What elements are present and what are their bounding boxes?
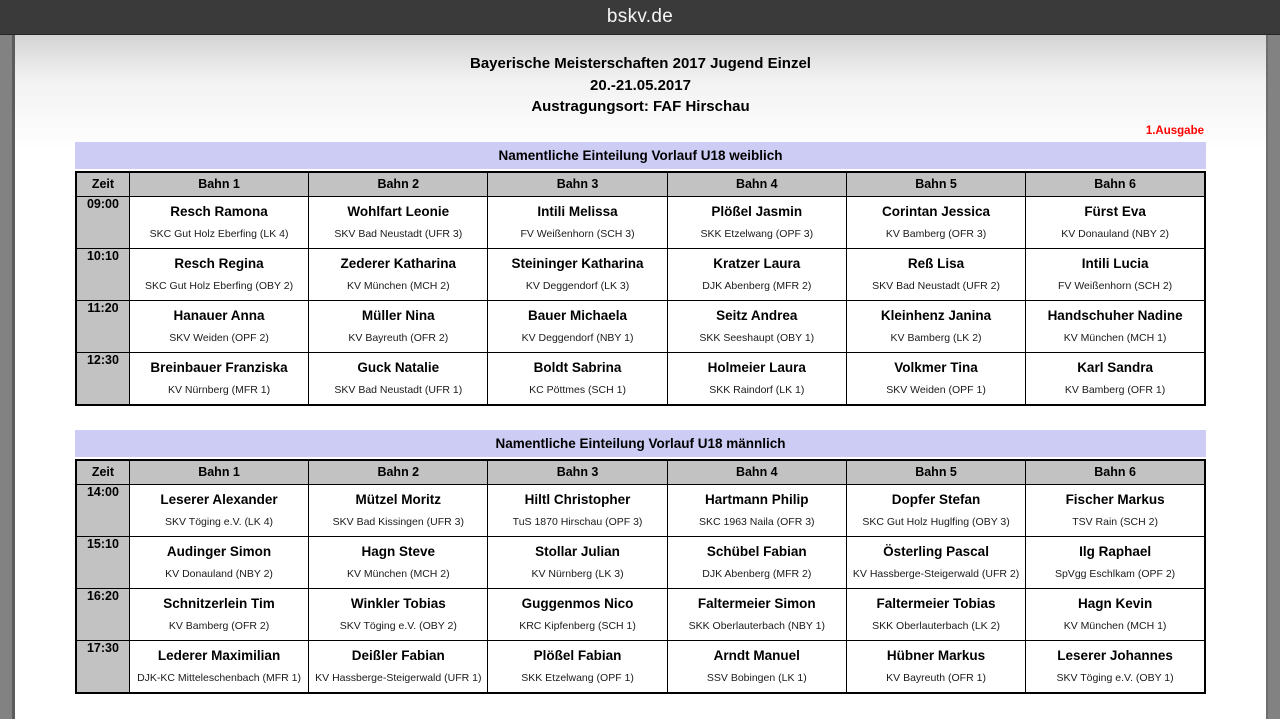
player-cell <box>846 536 1025 588</box>
player-club: KV Donauland (NBY 2) <box>1061 227 1169 240</box>
player-name: Hanauer Anna <box>173 307 265 323</box>
player-club: SKK Etzelwang (OPF 1) <box>521 671 634 684</box>
time-cell: 17:30 <box>76 640 129 693</box>
col-header-zeit: Zeit <box>76 460 129 485</box>
player-cell <box>846 484 1025 536</box>
time-cell: 11:20 <box>76 300 129 352</box>
player-cell <box>488 248 667 300</box>
player-club: SKC Gut Holz Eberfing (OBY 2) <box>145 279 294 292</box>
player-cell <box>129 300 308 352</box>
player-cell <box>129 640 308 693</box>
player-cell <box>309 300 488 352</box>
col-header-bahn-6: Bahn 6 <box>1026 172 1205 197</box>
player-club: SKV Bad Neustadt (UFR 1) <box>334 383 463 396</box>
player-name: Wohlfart Leonie <box>347 203 450 219</box>
col-header-zeit: Zeit <box>76 172 129 197</box>
col-header-bahn-1: Bahn 1 <box>129 460 308 485</box>
player-club: KV Bamberg (LK 2) <box>890 331 982 344</box>
player-name: Hübner Markus <box>886 647 986 663</box>
player-cell <box>309 588 488 640</box>
table-title-banner: Namentliche Einteilung Vorlauf U18 männlich <box>75 430 1206 457</box>
player-cell <box>488 536 667 588</box>
player-club: KV München (MCH 1) <box>1063 619 1167 632</box>
player-cell <box>1026 588 1205 640</box>
player-club: KV Hassberge-Steigerwald (UFR 1) <box>315 671 482 684</box>
player-cell <box>309 640 488 693</box>
player-name: Deißler Fabian <box>351 647 445 663</box>
player-cell <box>309 536 488 588</box>
player-club: SKV Töging e.V. (OBY 1) <box>1056 671 1174 684</box>
col-header-bahn-3: Bahn 3 <box>488 172 667 197</box>
player-club: SKV Bad Neustadt (UFR 2) <box>872 279 1000 292</box>
player-club: SKV Bad Kissingen (UFR 3) <box>332 515 464 528</box>
table-row <box>76 300 1205 352</box>
player-cell <box>667 300 846 352</box>
player-club: TSV Rain (SCH 2) <box>1072 515 1158 528</box>
player-club: SKK Etzelwang (OPF 3) <box>700 227 814 240</box>
schedule-table-section <box>75 430 1206 694</box>
player-cell <box>488 484 667 536</box>
player-name: Müller Nina <box>361 307 435 323</box>
player-name: Plößel Jasmin <box>711 203 803 219</box>
player-club: KV München (MCH 2) <box>346 279 450 292</box>
player-cell <box>129 484 308 536</box>
player-name: Corintan Jessica <box>882 203 991 219</box>
player-club: SKV Weiden (OPF 2) <box>169 331 269 344</box>
player-club: SKC Gut Holz Eberfing (LK 4) <box>149 227 289 240</box>
player-cell <box>667 536 846 588</box>
player-cell <box>667 248 846 300</box>
player-name: Schnitzerlein Tim <box>163 595 275 611</box>
time-cell: 10:10 <box>76 248 129 300</box>
player-club: FV Weißenhorn (SCH 2) <box>1057 279 1173 292</box>
player-name: Holmeier Laura <box>707 359 806 375</box>
player-club: KV Bamberg (OFR 1) <box>1064 383 1166 396</box>
player-club: SKV Töging e.V. (OBY 2) <box>339 619 457 632</box>
player-club: SKK Raindorf (LK 1) <box>709 383 805 396</box>
player-cell <box>1026 352 1205 405</box>
player-club: SKC Gut Holz Huglfing (OBY 3) <box>862 515 1010 528</box>
tables-container <box>75 142 1206 694</box>
time-cell: 15:10 <box>76 536 129 588</box>
player-cell <box>309 196 488 248</box>
player-name: Lederer Maximilian <box>157 647 281 663</box>
col-header-bahn-5: Bahn 5 <box>846 460 1025 485</box>
player-cell <box>488 352 667 405</box>
col-header-bahn-6: Bahn 6 <box>1026 460 1205 485</box>
player-club: SKK Oberlauterbach (NBY 1) <box>688 619 825 632</box>
player-name: Kratzer Laura <box>713 255 801 271</box>
player-club: KV München (MCH 2) <box>346 567 450 580</box>
player-club: SKV Weiden (OPF 1) <box>886 383 986 396</box>
player-name: Volkmer Tina <box>894 359 978 375</box>
player-cell <box>846 196 1025 248</box>
player-club: SKK Seeshaupt (OBY 1) <box>699 331 815 344</box>
page-viewport <box>0 35 1280 719</box>
player-cell <box>488 588 667 640</box>
table-row <box>76 484 1205 536</box>
column-header-row <box>76 460 1205 485</box>
schedule-table <box>75 171 1206 406</box>
player-cell <box>129 536 308 588</box>
player-name: Hiltl Christopher <box>524 491 631 507</box>
player-cell <box>1026 248 1205 300</box>
player-name: Hartmann Philip <box>705 491 809 507</box>
table-row <box>76 196 1205 248</box>
player-name: Guggenmos Nico <box>521 595 634 611</box>
player-cell <box>667 484 846 536</box>
player-club: FV Weißenhorn (SCH 3) <box>520 227 635 240</box>
player-cell <box>667 352 846 405</box>
player-cell <box>846 640 1025 693</box>
player-club: KV Bamberg (OFR 2) <box>168 619 270 632</box>
col-header-bahn-4: Bahn 4 <box>667 172 846 197</box>
table-row <box>76 588 1205 640</box>
edition-note: 1.Ausgabe <box>1145 124 1204 137</box>
col-header-bahn-2: Bahn 2 <box>309 172 488 197</box>
player-name: Leserer Alexander <box>160 491 278 507</box>
player-cell <box>488 196 667 248</box>
player-name: Arndt Manuel <box>713 647 800 663</box>
player-name: Zederer Katharina <box>340 255 457 271</box>
player-name: Österling Pascal <box>883 543 989 559</box>
time-cell: 09:00 <box>76 196 129 248</box>
document-content <box>15 35 1266 694</box>
col-header-bahn-2: Bahn 2 <box>309 460 488 485</box>
column-header-row <box>76 172 1205 197</box>
player-cell <box>129 352 308 405</box>
player-name: Hagn Steve <box>361 543 436 559</box>
player-club: KV Bamberg (OFR 3) <box>885 227 987 240</box>
player-cell <box>667 196 846 248</box>
player-cell <box>1026 536 1205 588</box>
player-club: KV Nürnberg (LK 3) <box>531 567 624 580</box>
document-page[interactable] <box>12 35 1268 719</box>
player-cell <box>1026 300 1205 352</box>
player-name: Stollar Julian <box>535 543 620 559</box>
player-club: KC Pöttmes (SCH 1) <box>529 383 626 396</box>
player-name: Resch Regina <box>174 255 264 271</box>
player-name: Mützel Moritz <box>355 491 442 507</box>
player-name: Intili Lucia <box>1081 255 1149 271</box>
player-club: KV Deggendorf (NBY 1) <box>521 331 634 344</box>
player-cell <box>1026 196 1205 248</box>
player-name: Schübel Fabian <box>706 543 807 559</box>
table-row <box>76 640 1205 693</box>
col-header-bahn-5: Bahn 5 <box>846 172 1025 197</box>
player-name: Boldt Sabrina <box>533 359 622 375</box>
player-club: DJK-KC Mitteleschenbach (MFR 1) <box>137 671 302 684</box>
player-cell <box>309 352 488 405</box>
col-header-bahn-3: Bahn 3 <box>488 460 667 485</box>
player-name: Audinger Simon <box>166 543 272 559</box>
player-name: Ilg Raphael <box>1079 543 1152 559</box>
player-name: Resch Ramona <box>170 203 268 219</box>
table-title-banner: Namentliche Einteilung Vorlauf U18 weiblich <box>75 142 1206 169</box>
player-club: KV Bayreuth (OFR 2) <box>348 331 449 344</box>
player-name: Guck Natalie <box>357 359 440 375</box>
player-club: KV Nürnberg (MFR 1) <box>167 383 271 396</box>
player-cell <box>309 484 488 536</box>
player-name: Plößel Fabian <box>533 647 622 663</box>
player-name: Fürst Eva <box>1084 203 1146 219</box>
player-name: Hagn Kevin <box>1077 595 1153 611</box>
schedule-table <box>75 459 1206 694</box>
col-header-bahn-4: Bahn 4 <box>667 460 846 485</box>
player-club: KV Bayreuth (OFR 1) <box>886 671 986 684</box>
player-club: SKV Bad Neustadt (UFR 3) <box>334 227 463 240</box>
player-name: Winkler Tobias <box>350 595 446 611</box>
player-club: KV Donauland (NBY 2) <box>165 567 273 580</box>
col-header-bahn-1: Bahn 1 <box>129 172 308 197</box>
player-cell <box>129 248 308 300</box>
browser-title-bar <box>0 0 1280 35</box>
player-club: KRC Kipfenberg (SCH 1) <box>519 619 636 632</box>
player-name: Seitz Andrea <box>716 307 798 323</box>
player-name: Faltermeier Tobias <box>876 595 996 611</box>
player-cell <box>667 588 846 640</box>
time-cell: 16:20 <box>76 588 129 640</box>
title-line-2: 20.-21.05.2017 <box>590 76 691 94</box>
table-row <box>76 352 1205 405</box>
player-club: KV Deggendorf (LK 3) <box>525 279 630 292</box>
player-cell <box>129 196 308 248</box>
title-line-1: Bayerische Meisterschaften 2017 Jugend Einzel <box>470 55 811 72</box>
player-club: DJK Abenberg (MFR 2) <box>702 279 812 292</box>
player-club: DJK Abenberg (MFR 2) <box>702 567 812 580</box>
player-club: SKC 1963 Naila (OFR 3) <box>699 515 815 528</box>
player-cell <box>846 588 1025 640</box>
player-cell <box>846 248 1025 300</box>
player-name: Leserer Johannes <box>1057 647 1173 663</box>
player-name: Reß Lisa <box>907 255 965 271</box>
time-cell: 12:30 <box>76 352 129 405</box>
player-cell <box>309 248 488 300</box>
player-name: Handschuher Nadine <box>1047 307 1183 323</box>
player-name: Kleinhenz Janina <box>880 307 992 323</box>
player-name: Faltermeier Simon <box>697 595 816 611</box>
schedule-table-section <box>75 142 1206 406</box>
player-cell <box>846 352 1025 405</box>
time-cell: 14:00 <box>76 484 129 536</box>
player-cell <box>488 640 667 693</box>
player-club: SpVgg Eschlkam (OPF 2) <box>1054 567 1176 580</box>
player-club: KV München (MCH 1) <box>1063 331 1167 344</box>
player-name: Breinbauer Franziska <box>150 359 288 375</box>
table-row <box>76 536 1205 588</box>
player-cell <box>667 640 846 693</box>
player-name: Intili Melissa <box>537 203 618 219</box>
player-cell <box>1026 640 1205 693</box>
player-club: KV Hassberge-Steigerwald (UFR 2) <box>852 567 1020 580</box>
player-cell <box>488 300 667 352</box>
site-title: bskv.de <box>606 6 674 27</box>
player-cell <box>846 300 1025 352</box>
player-name: Dopfer Stefan <box>891 491 981 507</box>
player-name: Karl Sandra <box>1077 359 1153 375</box>
player-name: Steininger Katharina <box>511 255 644 271</box>
player-cell <box>1026 484 1205 536</box>
title-line-3: Austragungsort: FAF Hirschau <box>531 98 750 115</box>
player-club: SKK Oberlauterbach (LK 2) <box>872 619 1000 632</box>
document-title <box>75 53 1206 118</box>
player-name: Bauer Michaela <box>528 307 628 323</box>
player-cell <box>129 588 308 640</box>
player-club: SSV Bobingen (LK 1) <box>706 671 807 684</box>
player-club: SKV Töging e.V. (LK 4) <box>165 515 274 528</box>
table-row <box>76 248 1205 300</box>
player-name: Fischer Markus <box>1065 491 1165 507</box>
player-club: TuS 1870 Hirschau (OPF 3) <box>512 515 643 528</box>
